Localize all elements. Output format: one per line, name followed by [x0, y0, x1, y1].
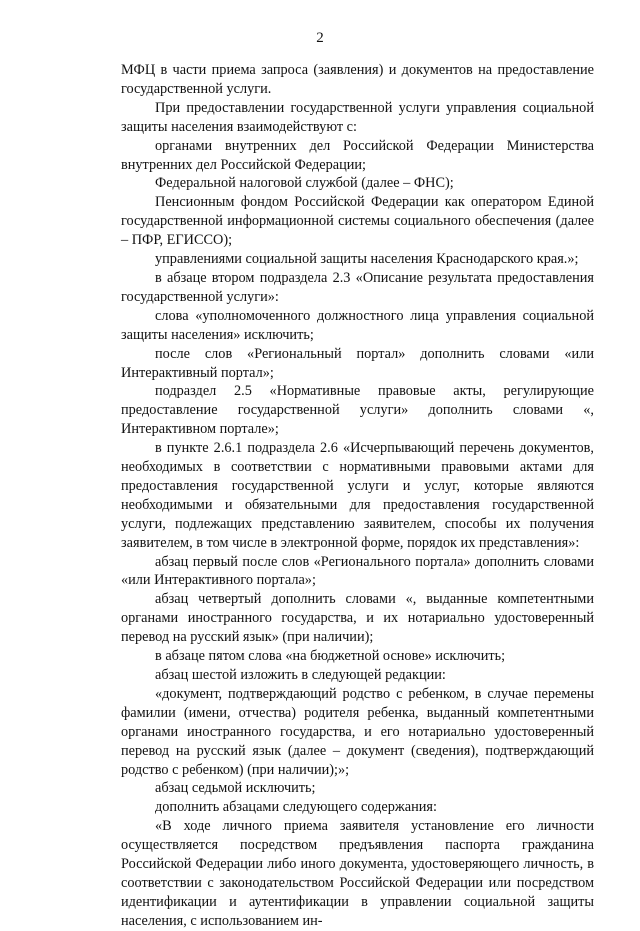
- paragraph: Федеральной налоговой службой (далее – ФНС);: [155, 175, 454, 192]
- paragraph: «В ходе личного приема заявителя установление его личности осуществляется посредством предъявления паспорта гражданина Российской Федерации либо иного документа, удостоверяющего личность, в соответствии с законодательством Российской Федерации или посредством идентификации и аутентификации в управлении социальной защиты населения, с использованием ин-: [121, 818, 594, 929]
- paragraph: МФЦ в части приема запроса (заявления) и документов на предоставление государственной услуги.: [121, 62, 594, 97]
- paragraph: абзац шестой изложить в следующей редакции:: [155, 667, 446, 683]
- paragraph: управлениями социальной защиты населения Краснодарского края.»;: [155, 251, 579, 268]
- paragraph: абзац седьмой исключить;: [155, 780, 316, 797]
- paragraph: дополнить абзацами следующего содержания:: [155, 799, 437, 816]
- paragraph: «документ, подтверждающий родство с ребенком, в случае перемены фамилии (имени, отчества) родителя ребенка, выданный компетентными органами иностранного государства, и его нотариально удостоверенный перевод на русский язык (далее – документ (сведения), подтверждающий родство с ребенком) (при наличии);»;: [121, 685, 594, 778]
- document-body: [121, 61, 594, 931]
- paragraph: органами внутренних дел Российской Федерации Министерства внутренних дел Российской Федерации;: [121, 137, 594, 173]
- paragraph: При предоставлении государственной услуги управления социальной защиты населения взаимодействуют с:: [121, 99, 594, 135]
- paragraph: слова «уполномоченного должностного лица управления социальной защиты населения» исключить;: [121, 307, 594, 343]
- paragraph: в пункте 2.6.1 подраздела 2.6 «Исчерпывающий перечень документов, необходимых в соответствии с нормативными правовыми актами для предоставления государственной услуги и услуг, которые являются необходимыми и обязательными для предоставления государственной услуги, подлежащих представлению заявителем, способы их получения заявителем, в том числе в электронной форме, порядок их представления»:: [121, 440, 594, 551]
- paragraph: в абзаце пятом слова «на бюджетной основе» исключить;: [155, 648, 506, 665]
- paragraph: абзац четвертый дополнить словами «, выданные компетентными органами иностранного государства, и их нотариально удостоверенный перевод на русский язык» (при наличии);: [121, 591, 594, 646]
- paragraph: в абзаце втором подраздела 2.3 «Описание результата предоставления государственной услуги»:: [121, 269, 594, 305]
- page-number: 2: [316, 30, 324, 46]
- paragraph: абзац первый после слов «Регионального портала» дополнить словами «или Интерактивного портала»;: [121, 553, 594, 589]
- paragraph: Пенсионным фондом Российской Федерации как оператором Единой государственной информационной системы социального обеспечения (далее – ПФР, ЕГИССО);: [121, 194, 594, 249]
- paragraph: после слов «Региональный портал» дополнить словами «или Интерактивный портал»;: [121, 345, 594, 381]
- paragraph: подраздел 2.5 «Нормативные правовые акты, регулирующие предоставление государственной услуги» дополнить словами «, Интерактивном портале»;: [121, 383, 594, 438]
